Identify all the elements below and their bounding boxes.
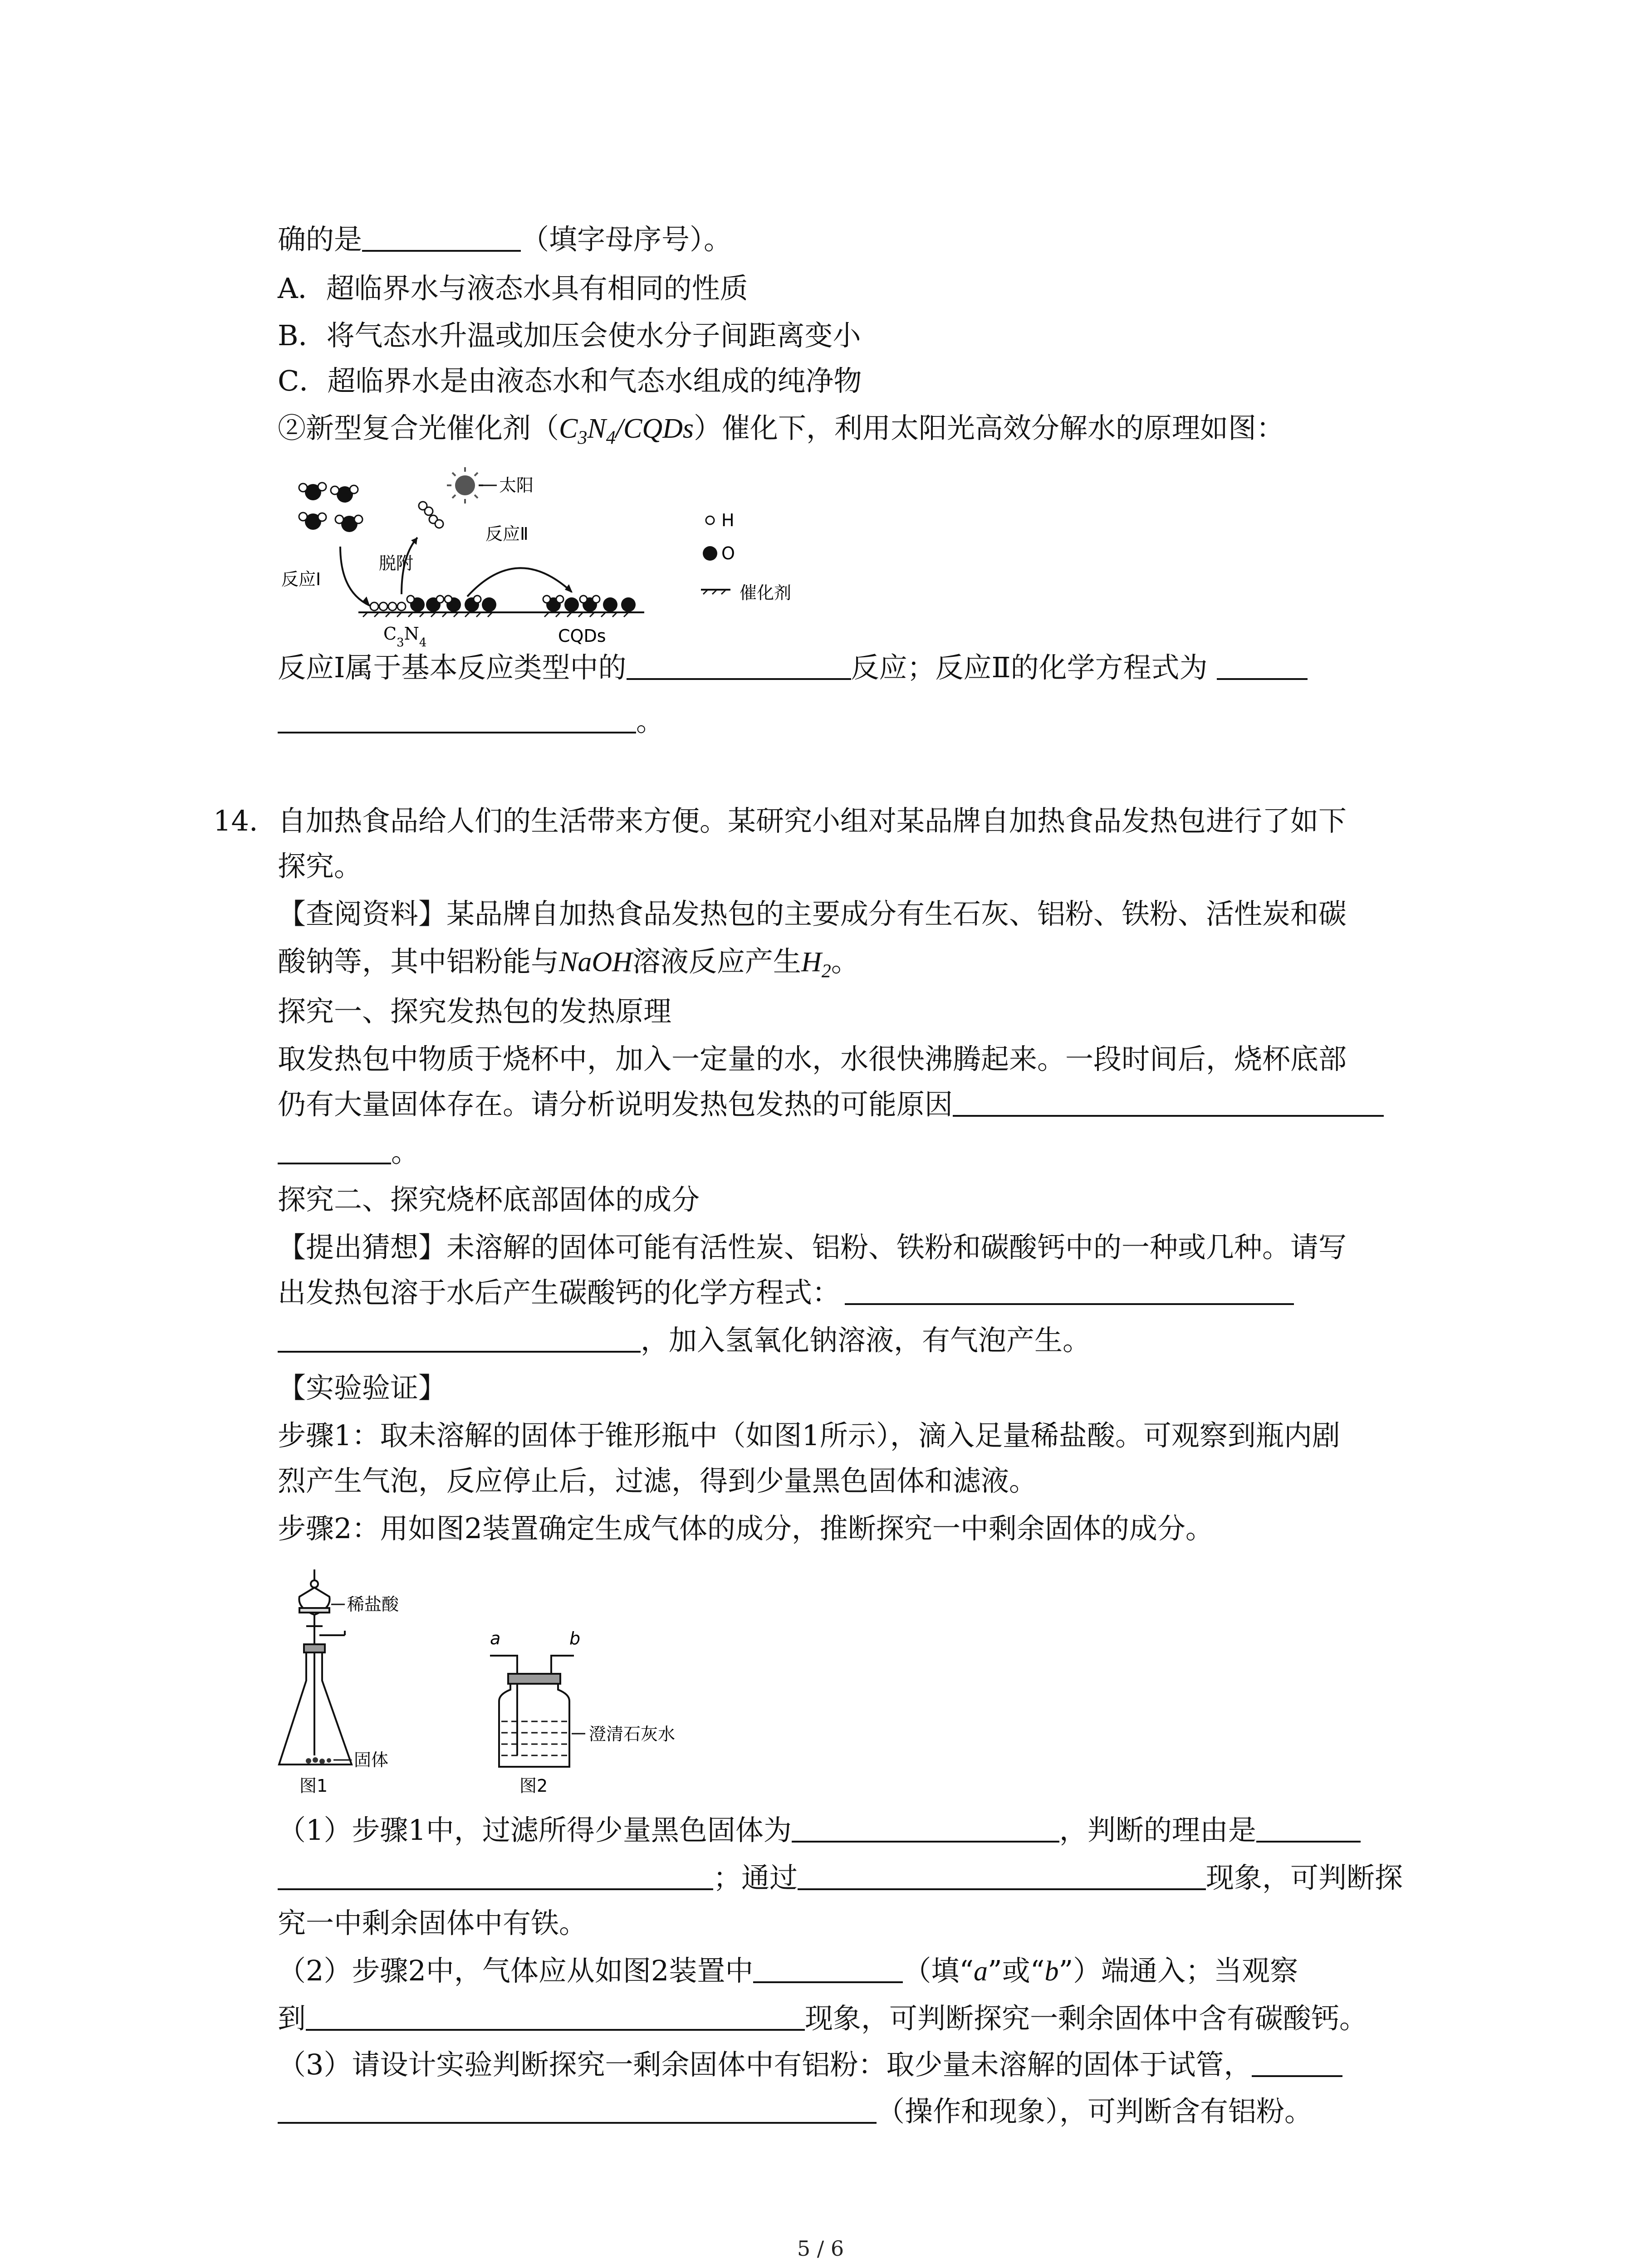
sun-icon	[447, 467, 483, 503]
aluminum-test-blank[interactable]	[1252, 2047, 1342, 2077]
black-solid-blank[interactable]	[792, 1813, 1059, 1843]
water-molecule-icon	[299, 483, 362, 532]
sun-label: 太阳	[499, 475, 534, 495]
figure-1-caption: 图1	[299, 1776, 328, 1796]
port-b-label: b	[569, 1628, 581, 1648]
answer-blank[interactable]	[362, 222, 521, 252]
heating-reason-blank-continued[interactable]	[278, 1134, 391, 1164]
reaction-type-blank[interactable]	[627, 650, 851, 680]
legend-catalyst: 催化剂	[740, 583, 792, 603]
limewater-observation-blank[interactable]	[306, 2001, 805, 2031]
exploration-1-line-2: 仍有大量固体存在。请分析说明发热包发热的可能原因	[278, 1086, 1384, 1123]
c3n4-label: $C_3N_4$	[383, 624, 427, 650]
reference-line-1: 【查阅资料】某品牌自加热食品发热包的主要成分有生石灰、铝粉、铁粉、活性炭和碳	[278, 897, 1347, 930]
apparatus-figures	[272, 1565, 726, 1796]
reaction1-arrow	[340, 547, 370, 606]
exploration-1-line-3: 。	[278, 1134, 419, 1170]
verification-heading: 【实验验证】	[278, 1371, 447, 1404]
step-1-line-2: 烈产生气泡，反应停止后，过滤，得到少量黑色固体和滤液。	[278, 1464, 1038, 1497]
reaction2-label: 反应Ⅱ	[485, 524, 529, 544]
sub-question-1-line-2: ；通过 现象，可判断探	[278, 1860, 1403, 1896]
legend-h: H	[721, 510, 735, 530]
sub-question-2-line-1: （2）步骤2中，气体应从如图2装置中 （填“a”或“b”）端通入；当观察	[278, 1954, 1298, 1987]
reason-blank[interactable]	[1256, 1813, 1361, 1843]
option-a: A．超临界水与液态水具有相同的性质	[278, 272, 748, 305]
catalyst-formula: $C_3N_4$/CQDs	[559, 413, 694, 449]
h2-formula: $H_2$	[801, 947, 831, 982]
solid-sample-icon	[306, 1757, 331, 1764]
desorption-label: 脱附	[379, 553, 414, 573]
hypothesis-line-1: 【提出猜想】未溶解的固体可能有活性炭、铝粉、铁粉和碳酸钙中的一种或几种。请写	[278, 1231, 1347, 1264]
photocatalysis-diagram	[272, 460, 862, 651]
reason-blank-continued[interactable]	[278, 1860, 713, 1890]
step-2-line: 步骤2：用如图2装置确定生成气体的成分，推断探究一中剩余固体的成分。	[278, 1512, 1214, 1545]
sub-question-2-line-2: 到 现象，可判断探究一剩余固体中含有碳酸钙。	[278, 2002, 1368, 2035]
dilute-hcl-label: 稀盐酸	[347, 1594, 399, 1614]
reaction1-label: 反应Ⅰ	[281, 569, 321, 589]
caco3-equation-blank[interactable]	[845, 1275, 1294, 1305]
step-1-line-1: 步骤1：取未溶解的固体于锥形瓶中（如图1所示），滴入足量稀盐酸。可观察到瓶内剧	[278, 1419, 1340, 1452]
conical-flask-apparatus	[279, 1569, 352, 1765]
reaction2-arrow	[467, 568, 572, 596]
aluminum-test-blank-continued[interactable]	[278, 2094, 877, 2124]
hydrogen-molecule-icon	[419, 502, 443, 528]
option-c: C．超临界水是由液态水和气态水组成的纯净物	[278, 364, 862, 397]
heating-reason-blank[interactable]	[953, 1087, 1384, 1117]
sub-question-3-line-1: （3）请设计实验判断探究一剩余固体中有铝粉：取少量未溶解的固体于试管，	[278, 2047, 1342, 2083]
equation-blank[interactable]	[1217, 650, 1308, 680]
item-2-text: ②新型复合光催化剂$(C_3N_4/CQDs)$催化下，利用太阳光高效分解水的原理如图：	[278, 411, 1285, 449]
q13-fill-line1: 反应Ⅰ属于基本反应类型中的 反应；反应Ⅱ的化学方程式为	[278, 650, 1308, 686]
reference-line-2: 酸钠等，其中铝粉能与NaOH溶液反应产生$H_2$。	[278, 945, 859, 982]
sub-question-1-line-3: 究一中剩余固体中有铁。	[278, 1906, 588, 1940]
option-b: B．将气态水升温或加压会使水分子间距离变小	[278, 319, 861, 352]
hypothesis-line-2: 出发热包溶于水后产生碳酸钙的化学方程式：	[278, 1275, 1294, 1311]
hydrogen-atom-icon	[706, 516, 714, 524]
port-a-label: a	[490, 1628, 501, 1648]
q14-intro-2: 探究。	[278, 850, 362, 883]
observation-blank[interactable]	[798, 1860, 1206, 1890]
caco3-equation-blank-continued[interactable]	[278, 1323, 641, 1353]
naoh-formula: NaOH	[559, 947, 632, 978]
legend-o: O	[721, 543, 735, 563]
exploration-1-title: 探究一、探究发热包的发热原理	[278, 995, 672, 1028]
gas-washing-bottle	[490, 1656, 574, 1767]
oxygen-atom-icon	[703, 546, 717, 561]
q14-intro-1: 自加热食品给人们的生活带来方便。某研究小组对某品牌自加热食品发热包进行了如下	[278, 804, 1347, 837]
exploration-1-line-1: 取发热包中物质于烧杯中，加入一定量的水，水很快沸腾起来。一段时间后，烧杯底部	[278, 1042, 1347, 1075]
cqds-species	[543, 596, 636, 612]
sub-question-3-line-2: （操作和现象），可判断含有铝粉。	[278, 2093, 1313, 2130]
exploration-2-title: 探究二、探究烧杯底部固体的成分	[278, 1183, 700, 1216]
question-number: 14.	[213, 804, 258, 837]
q13-line1: 确的是 （填字母序号）。	[278, 223, 732, 256]
limewater-label: 澄清石灰水	[589, 1724, 676, 1744]
q13-fill-line2: 。	[278, 703, 664, 739]
hypothesis-line-3: ，加入氢氧化钠溶液，有气泡产生。	[278, 1322, 1091, 1359]
sub-question-1-line-1: （1）步骤1中，过滤所得少量黑色固体为 ，判断的理由是	[278, 1812, 1361, 1848]
adsorbed-species	[370, 596, 496, 612]
limewater-liquid	[501, 1721, 567, 1755]
inlet-port-blank[interactable]	[753, 1953, 903, 1983]
catalyst-legend-icon	[701, 590, 730, 594]
page-number: 5 / 6	[797, 2236, 844, 2261]
cqds-label: CQDs	[558, 626, 606, 646]
solid-label: 固体	[354, 1750, 389, 1770]
figure-2-caption: 图2	[519, 1776, 548, 1796]
equation-blank-continued[interactable]	[278, 704, 636, 733]
